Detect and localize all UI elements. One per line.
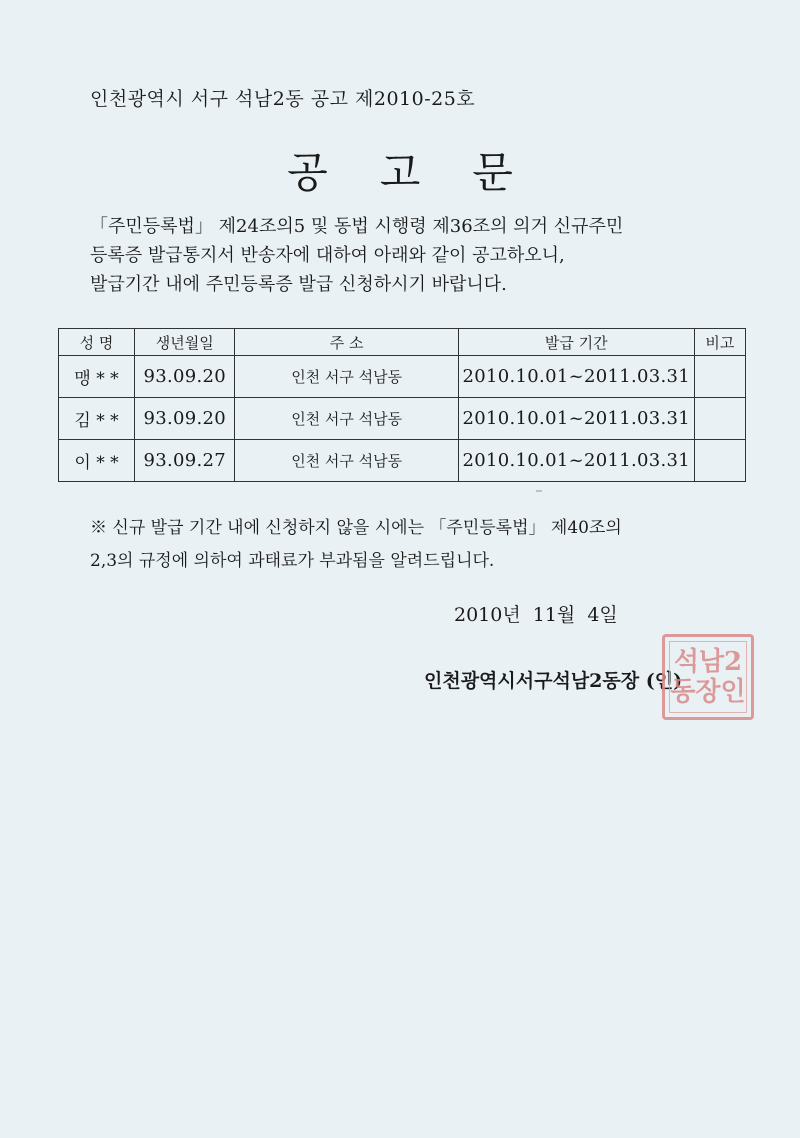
cell-issue-period: 2010.10.01~2011.03.31 <box>458 398 694 440</box>
cell-address: 인천 서구 석남동 <box>235 356 458 398</box>
cell-remarks <box>694 398 745 440</box>
signer-title: 인천광역시서구석남2동장 (인) <box>424 670 683 692</box>
table-row <box>59 440 746 482</box>
footnote-line: 2,3의 규정에 의하여 과태료가 부과됨을 알려드립니다. <box>90 551 495 571</box>
cell-address: 인천 서구 석남동 <box>235 440 458 482</box>
cell-issue-period: 2010.10.01~2011.03.31 <box>458 356 694 398</box>
cell-name: 김 * * <box>59 398 135 440</box>
header-address: 주 소 <box>235 329 458 356</box>
recipient-table <box>58 328 746 482</box>
intro-line: 등록증 발급통지서 반송자에 대하여 아래와 같이 공고하오니, <box>90 245 565 266</box>
header-remarks: 비고 <box>694 329 745 356</box>
table-row <box>59 356 746 398</box>
cell-birthdate: 93.09.20 <box>135 398 235 440</box>
table-header-row <box>59 329 746 356</box>
footnote-paragraph <box>90 512 750 578</box>
cell-birthdate: 93.09.20 <box>135 356 235 398</box>
header-name: 성 명 <box>59 329 135 356</box>
notice-number: 인천광역시 서구 석남2동 공고 제2010-25호 <box>90 88 476 110</box>
cell-address: 인천 서구 석남동 <box>235 398 458 440</box>
table-row <box>59 398 746 440</box>
seal-text: 석남2동장인 <box>670 647 746 707</box>
footnote-line: ※ 신규 발급 기간 내에 신청하지 않을 시에는 「주민등록법」 제40조의 <box>90 518 622 538</box>
intro-line: 「주민등록법」 제24조의5 및 동법 시행령 제36조의 의거 신규주민 <box>90 216 624 237</box>
intro-paragraph <box>90 212 750 299</box>
issue-date: 2010년 11월 4일 <box>454 604 618 626</box>
intro-line: 발급기간 내에 주민등록증 발급 신청하시기 바랍니다. <box>90 274 507 295</box>
cell-birthdate: 93.09.27 <box>135 440 235 482</box>
cell-name: 맹 * * <box>59 356 135 398</box>
cell-name: 이 * * <box>59 440 135 482</box>
header-birthdate: 생년월일 <box>135 329 235 356</box>
header-issue-period: 발급 기간 <box>458 329 694 356</box>
document-title: 공고문 <box>287 148 565 197</box>
cell-remarks <box>694 356 745 398</box>
scan-speck <box>536 490 542 492</box>
official-seal <box>662 634 754 720</box>
cell-issue-period: 2010.10.01~2011.03.31 <box>458 440 694 482</box>
cell-remarks <box>694 440 745 482</box>
